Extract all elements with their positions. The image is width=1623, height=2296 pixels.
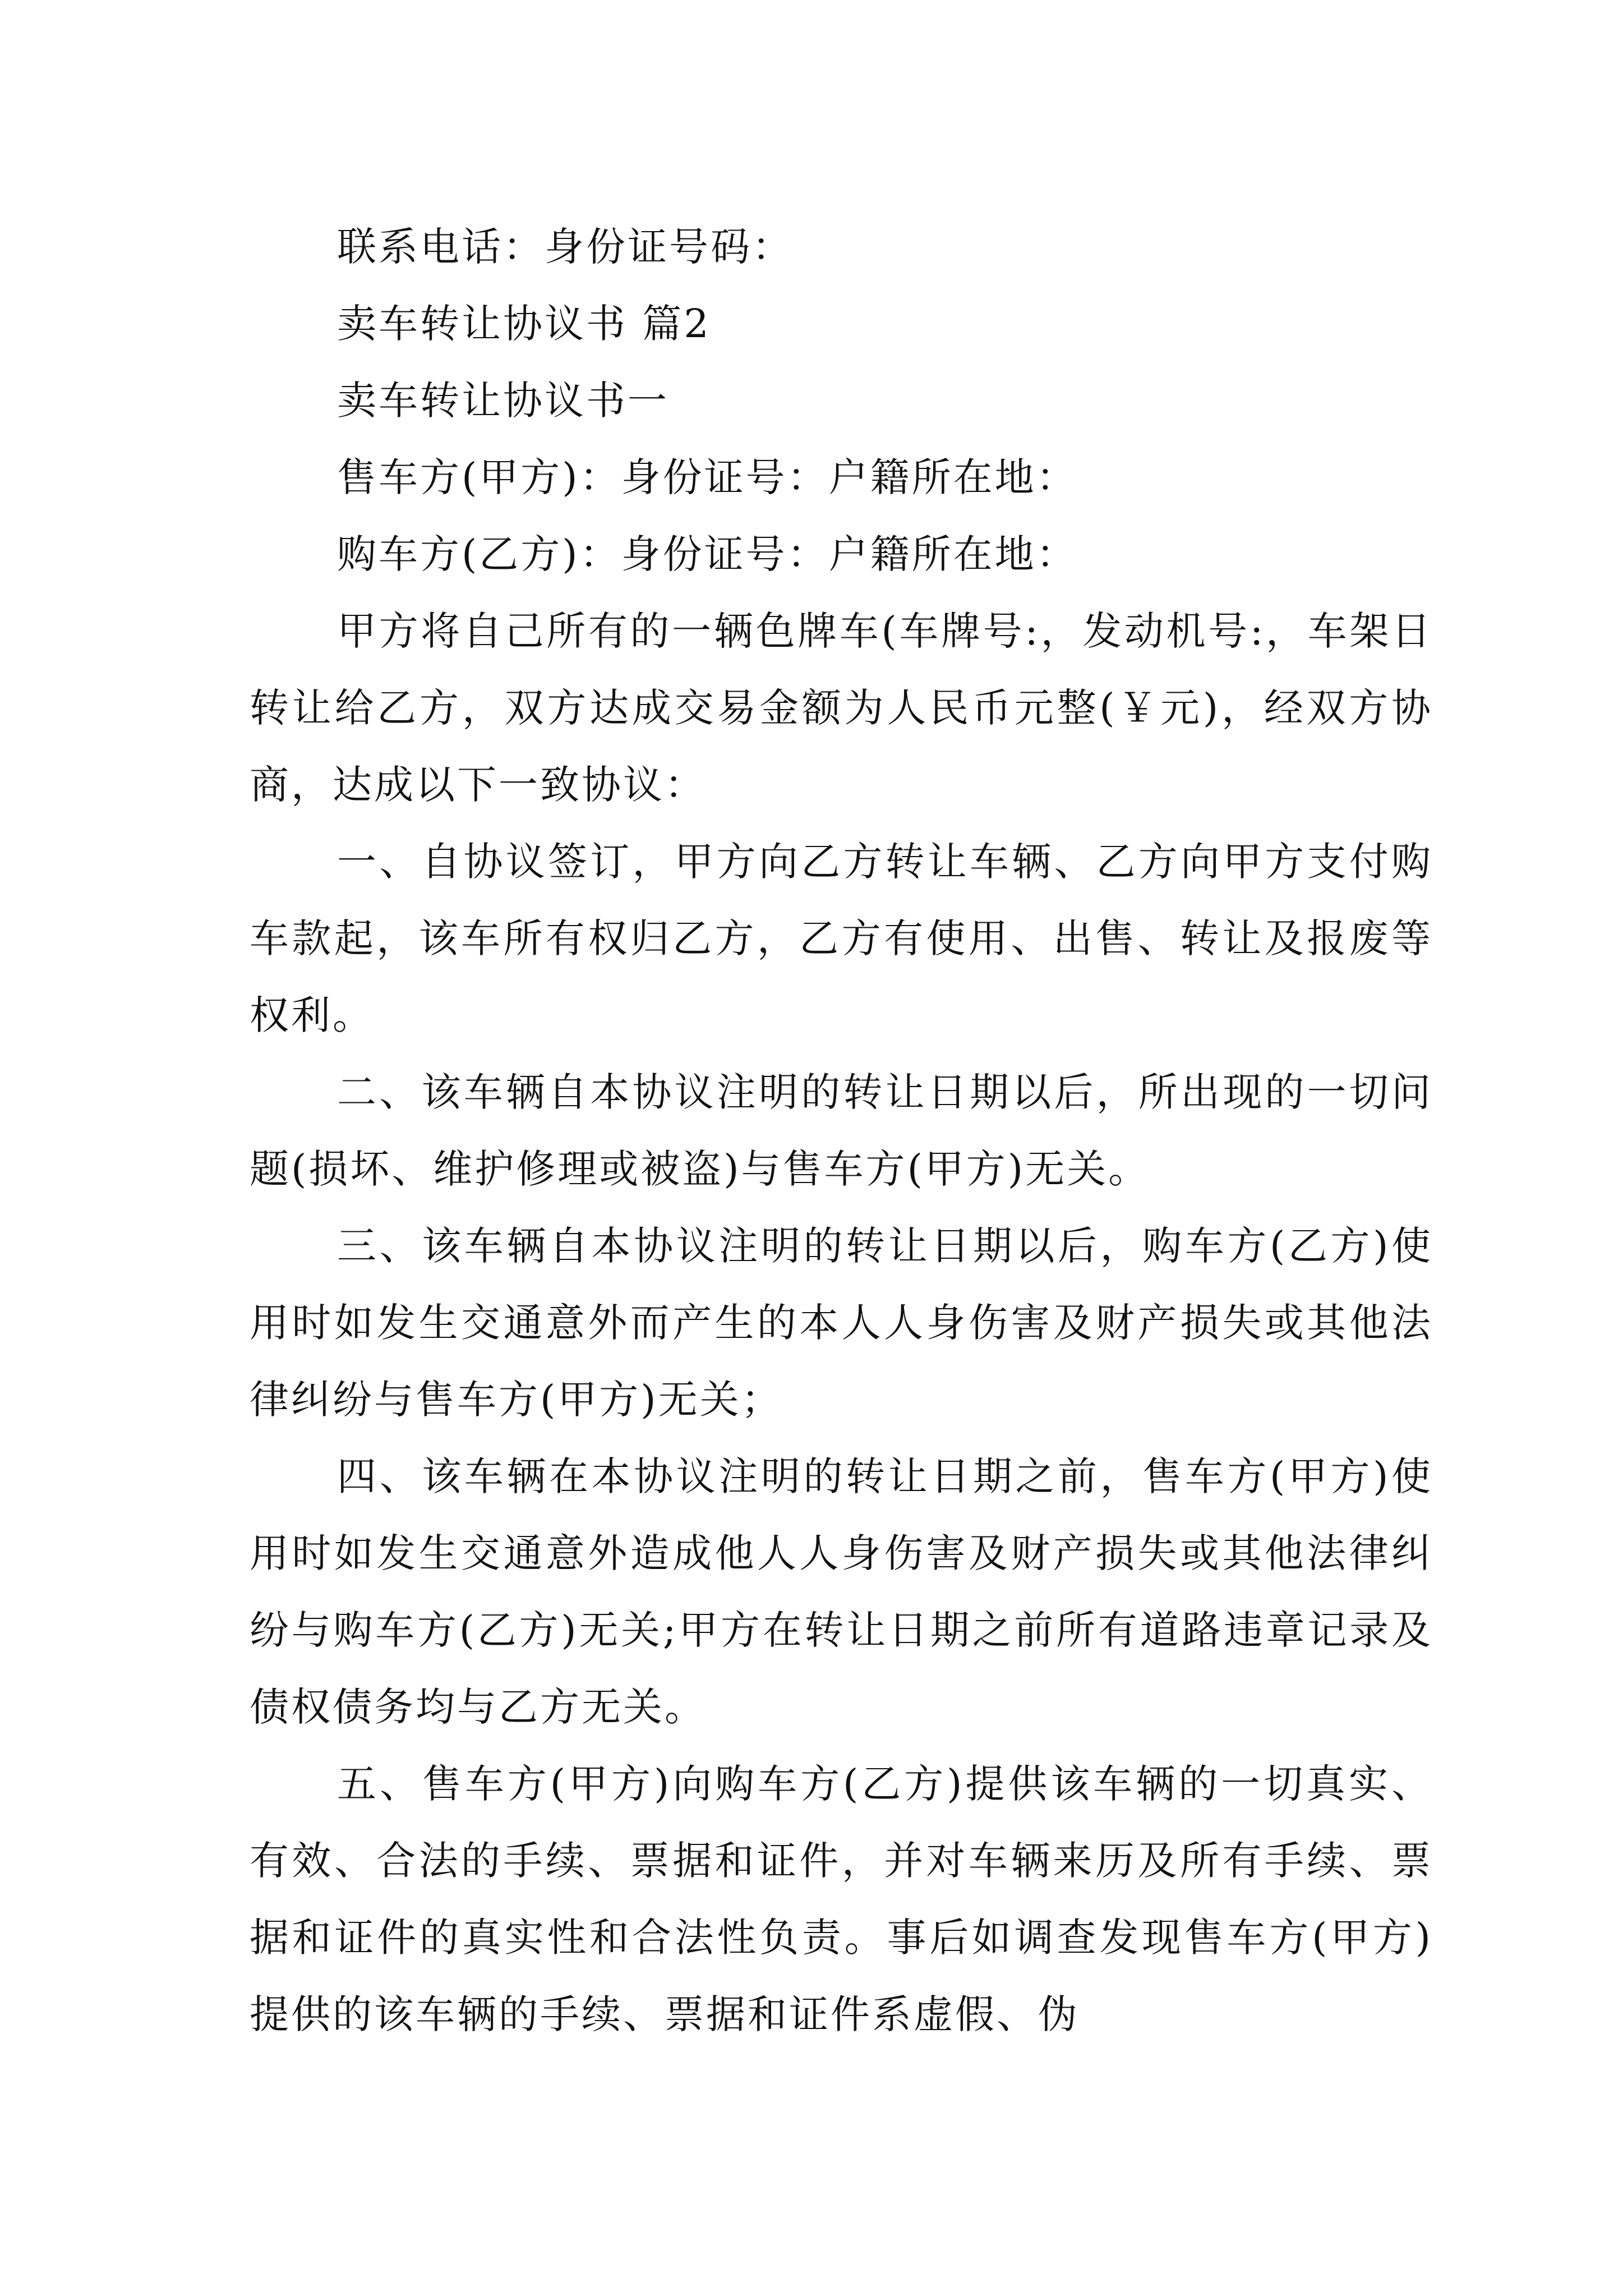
document-body [250,209,1433,2053]
agreement-title: 卖车转让协议书一 [337,378,669,424]
clause-5: 五、售车方(甲方)向购车方(乙方)提供该车辆的一切真实、有效、合法的手续、票据和证件，并对车辆来历及所有手续、票据和证件的真实性和合法性负责。事后如调查发现售车方(甲方)提供的该车辆的手续、票据和证件系虚假、伪 [250,1761,1433,2037]
clause-2: 二、该车辆自本协议注明的转让日期以后，所出现的一切问题(损坏、维护修理或被盗)与售车方(甲方)无关。 [250,1069,1433,1192]
contact-line: 联系电话：身份证号码： [337,224,794,270]
section-title: 卖车转让协议书 篇2 [337,301,711,347]
seller-line: 售车方(甲方)：身份证号：户籍所在地： [337,454,1078,500]
buyer-line: 购车方(乙方)：身份证号：户籍所在地： [337,531,1078,577]
clause-1: 一、自协议签订，甲方向乙方转让车辆、乙方向甲方支付购车款起，该车所有权归乙方，乙方有使用、出售、转让及报废等权利。 [250,839,1433,1038]
intro-paragraph: 甲方将自己所有的一辆色牌车(车牌号:，发动机号:，车架日转让给乙方，双方达成交易金额为人民币元整(￥元)，经双方协商，达成以下一致协议： [250,608,1433,808]
clause-4: 四、该车辆在本协议注明的转让日期之前，售车方(甲方)使用时如发生交通意外造成他人人身伤害及财产损失或其他法律纠纷与购车方(乙方)无关;甲方在转让日期之前所有道路违章记录及债权债务均与乙方无关。 [250,1453,1433,1730]
clause-3: 三、该车辆自本协议注明的转让日期以后，购车方(乙方)使用时如发生交通意外而产生的本人人身伤害及财产损失或其他法律纠纷与售车方(甲方)无关； [250,1223,1433,1423]
